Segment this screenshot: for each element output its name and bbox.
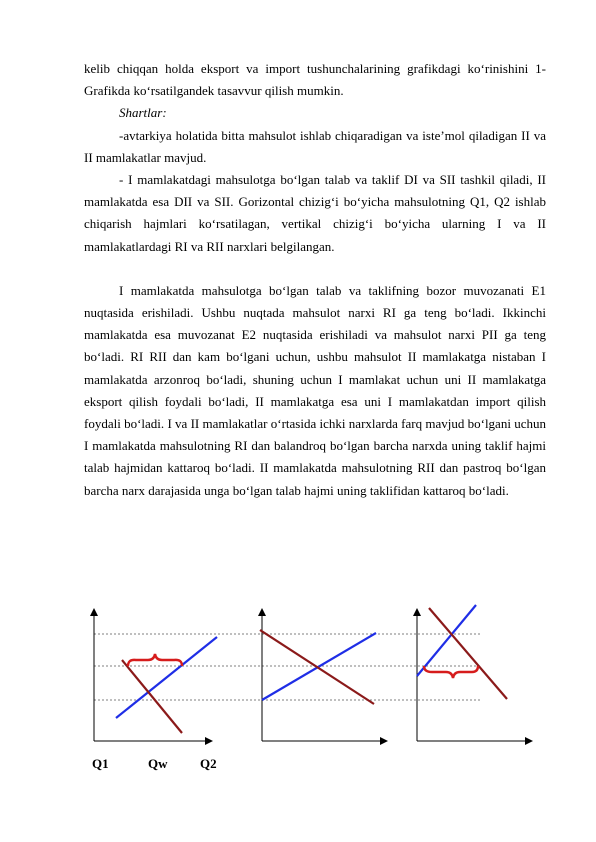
axis-label-q1: Q1 [92, 756, 109, 771]
panel1-supply-line [116, 637, 217, 718]
supply-demand-figure [84, 596, 534, 776]
paragraph-conditions-heading: Shartlar: [119, 105, 167, 121]
panel3-excess-brace [424, 666, 478, 678]
paragraph-equilibrium: I mamlakatda mahsulotga bo‘lgan talab va taklifning bozor muvozanati E1 nuqtasida erishiladi. Ushbu nuqtada mahsulot narxi RI ga teng bo‘ladi. Ikkinchi mamlakatda esa muvozanat E2 nuqtasida erishiladi va mahsulot narxi PII ga teng bo‘ladi. RI RII dan kam bo‘lgani uchun, ushbu mahsulot II mamlakatga nistaban I mamlakatda arzonroq bo‘ladi, shuning uchun I mamlakat uchun uni II mamlakatga eksport qilish foydali bo‘ladi, II mamlakatga esa uni I mamlakatdan import qilish foydali bo‘ladi. I va II mamlakatlar o‘rtasida ichki narxlarda farq mavjud bo‘lgani uchun I mamlakatda mahsulotning RI dan balandroq bo‘lgan barcha narxda uning taklif hajmi talab hajmidan kattaroq bo‘ladi. II mamlakatda mahsulotning RII dan pastroq bo‘lgan barcha narx darajasida unga bo‘lgan talab hajmi uning taklifidan kattaroq bo‘ladi. [84, 282, 546, 498]
paragraph-condition-2: - I mamlakatdagi mahsulotga bo‘lgan talab va taklif DI va SII tashkil qiladi, II mamlakatda esa DII va SII. Gorizontal chizig‘i bo‘yicha mahsulotning Q1, Q2 ishlab chiqarish hajmlari ko‘rsatilagan, vertikal chizig‘i bo‘yicha ularning I va II mamlakatlardagi RI va RII narxlari belgilangan. [84, 172, 546, 254]
page-text [84, 58, 546, 502]
axis-label-qw: Qw [148, 756, 168, 771]
paragraph-gap [84, 258, 546, 280]
panel3-demand-line [429, 608, 507, 699]
panel2-demand-line [260, 630, 374, 704]
panel1-excess-brace [128, 654, 182, 666]
panel3-supply-line [417, 605, 476, 676]
paragraph-condition-1: -avtarkiya holatida bitta mahsulot ishlab chiqaradigan va iste’mol qiladigan II va II mamlakatlar mavjud. [84, 127, 546, 165]
paragraph-intro: kelib chiqqan holda eksport va import tushunchalarining grafikdagi ko‘rinishini 1-Grafikda ko‘rsatilgandek tasavvur qilish mumkin. [84, 61, 546, 99]
axis-label-q2: Q2 [200, 756, 217, 771]
